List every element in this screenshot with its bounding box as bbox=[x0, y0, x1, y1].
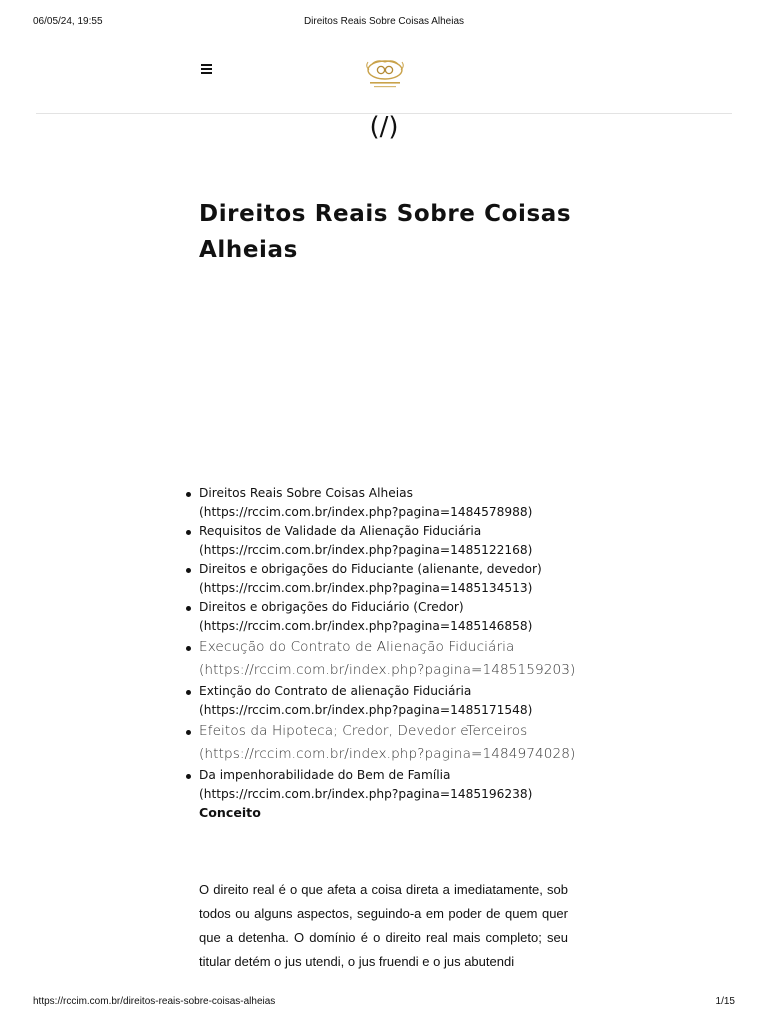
list-item-url: (https://rccim.com.br/index.php?pagina=1485171548) bbox=[199, 703, 533, 717]
print-datetime: 06/05/24, 19:55 bbox=[33, 16, 103, 27]
list-item-label: Direitos Reais Sobre Coisas Alheias bbox=[199, 486, 413, 500]
list-item-label: Extinção do Contrato de alienação Fiduciária bbox=[199, 684, 472, 698]
list-item-label: Efeitos da Hipoteca; Credor, Devedor eTerceiros bbox=[199, 723, 528, 739]
list-item[interactable] bbox=[183, 522, 603, 560]
page-title: Direitos Reais Sobre Coisas Alheias bbox=[199, 201, 572, 263]
list-item-url: (https://rccim.com.br/index.php?pagina=1485134513) bbox=[199, 581, 533, 595]
list-item[interactable] bbox=[183, 484, 603, 522]
list-item[interactable] bbox=[183, 682, 603, 720]
list-item-url: (https://rccim.com.br/index.php?pagina=1485196238) bbox=[199, 787, 533, 801]
list-item-url: (https://rccim.com.br/index.php?pagina=1485159203) bbox=[199, 662, 576, 678]
section-body-text: O direito real é o que afeta a coisa direta a imediatamente, sob todos ou alguns aspectos, seguindo-a em poder de quem quer que a detenha. O domínio é o direito real mais completo; seu titular detém o jus utendi, o jus fruendi e o jus abutendi bbox=[199, 882, 568, 969]
list-item-label: Da impenhorabilidade do Bem de Família bbox=[199, 768, 451, 782]
list-item-url: (https://rccim.com.br/index.php?pagina=1484974028) bbox=[199, 746, 576, 762]
print-footer bbox=[33, 996, 735, 1010]
list-item-url: (https://rccim.com.br/index.php?pagina=1485122168) bbox=[199, 543, 533, 557]
list-item-label: Requisitos de Validade da Alienação Fiduciária bbox=[199, 524, 482, 538]
print-page-count: 1/15 bbox=[715, 996, 735, 1007]
list-item[interactable] bbox=[183, 598, 603, 636]
site-logo-icon[interactable] bbox=[362, 58, 408, 90]
hamburger-menu-icon[interactable] bbox=[201, 64, 212, 74]
home-link[interactable]: (/) bbox=[369, 112, 399, 142]
list-item-label: Execução do Contrato de Alienação Fiduciária bbox=[199, 639, 515, 655]
section-heading: Conceito bbox=[199, 805, 261, 820]
print-doc-title: Direitos Reais Sobre Coisas Alheias bbox=[303, 16, 465, 27]
print-footer-url: https://rccim.com.br/direitos-reais-sobre-coisas-alheias bbox=[33, 996, 276, 1007]
article-nav-list bbox=[183, 484, 603, 804]
list-item-url: (https://rccim.com.br/index.php?pagina=1485146858) bbox=[199, 619, 533, 633]
list-item[interactable] bbox=[183, 720, 603, 766]
list-item[interactable] bbox=[183, 560, 603, 598]
list-item-label: Direitos e obrigações do Fiduciário (Credor) bbox=[199, 600, 464, 614]
print-header bbox=[33, 16, 735, 30]
list-item-url: (https://rccim.com.br/index.php?pagina=1484578988) bbox=[199, 505, 533, 519]
list-item[interactable] bbox=[183, 766, 603, 804]
list-item-label: Direitos e obrigações do Fiduciante (alienante, devedor) bbox=[199, 562, 542, 576]
list-item[interactable] bbox=[183, 636, 603, 682]
